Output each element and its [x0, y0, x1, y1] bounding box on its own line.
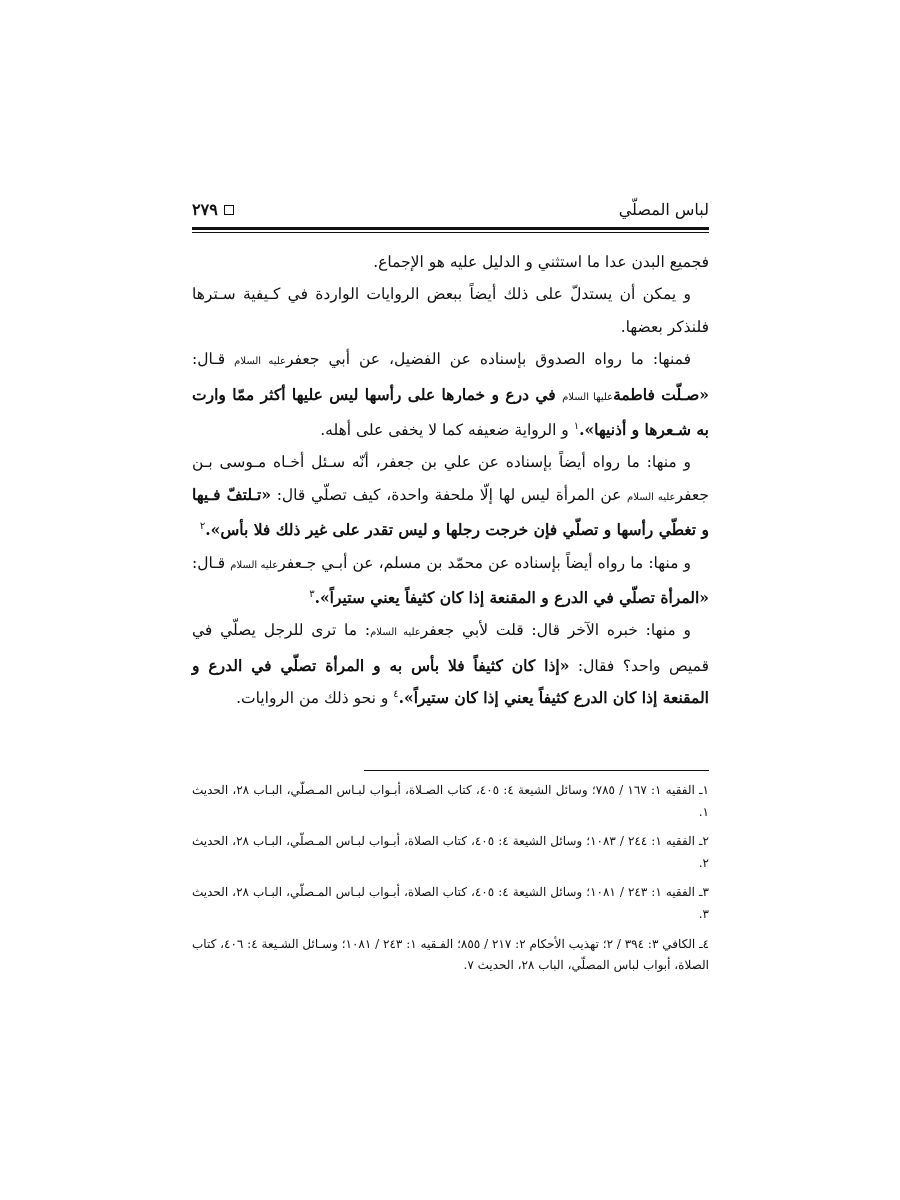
honorific: عليها السلام: [562, 391, 614, 403]
running-header: [192, 196, 709, 224]
header-rule-thick: [192, 227, 709, 230]
footnote-separator: [364, 770, 709, 771]
paragraph-3: [192, 343, 709, 446]
footnote-3: ٣ـ الفقيه ١: ٢٤٣ / ١٠٨١؛ وسائل الشيعة ٤: ٤٠٥، كتاب الصلاة، أبـواب لبـاس المـصلّي، البـاب ٢٨، الحديث ٣.: [192, 885, 709, 921]
footnote-2: ٢ـ الفقيه ١: ٢٤٤ / ١٠٨٣؛ وسائل الشيعة ٤: ٤٠٥، كتاب الصلاة، أبـواب لبـاس المـصلّي، البـاب ٢٨، الحديث ٢.: [192, 834, 709, 870]
footnote-ref-1[interactable]: ١: [573, 420, 580, 432]
square-icon: [224, 205, 234, 215]
body-text: [192, 246, 709, 715]
paragraph-6: [192, 614, 709, 714]
hadith-quote: «صـلّت فاطمة: [613, 384, 709, 404]
paragraph-text: و منها: ما رواه أيضاً بإسناده عن علي بن جعفر، أنّه سـئل أخـاه مـوسى بـن جعفر: [192, 453, 709, 504]
hadith-quote: «المرأة تصلّي في الدرع و المقنعة إذا كان كثيفاً يعني ستيراً».: [314, 588, 709, 608]
hadith-quote: «تـلتفّ فـيها و تغطّي رأسها و تصلّي فإن خرجت رجلها و ليس تقدر على غير ذلك فلا بأس».: [192, 484, 709, 540]
paragraph-text: و منها: ما رواه أيضاً بإسناده عن محمّد بن مسلم، عن أبـي جـعفر: [278, 553, 691, 572]
paragraph-text: : ما ترى للرجل يصلّي في قميص واحد؟ فقال:: [192, 621, 709, 675]
header-page-number: [192, 200, 234, 219]
paragraph-5: [192, 547, 709, 615]
paragraph-text: و الرواية ضعيفه كما لا يخفى على أهله.: [320, 421, 574, 440]
paragraph-text: عن المرأة ليس لها إلّا ملحفة واحدة، كيف تصلّي قال:: [271, 485, 628, 504]
paragraph-text: و يمكن أن يستدلّ على ذلك أيضاً ببعض الروايات الواردة في كـيفية سـترها فلنذكر بعضها.: [192, 285, 709, 336]
honorific: عليه السلام: [230, 559, 279, 571]
footnote-ref-4[interactable]: ٤: [393, 689, 399, 701]
honorific: عليه السلام: [234, 356, 286, 368]
paragraph-text: قـال:: [192, 553, 231, 572]
paragraph-2: [192, 278, 709, 343]
footnote-ref-2[interactable]: ٢: [199, 521, 206, 533]
hadith-quote: في درع و خمارها على رأسها ليس عليها أكثر ممّا وارت به شـعرها و أذنيها».: [192, 384, 709, 440]
paragraph-text: فجميع البدن عدا ما استثني و الدليل عليه هو الإجماع.: [373, 253, 709, 271]
paragraph-text: فمنها: ما رواه الصدوق بإسناده عن الفضيل، عن أبي جعفر: [286, 350, 691, 369]
hadith-quote: «إذا كان كثيفاً فلا بأس به و المرأة تصلّي في الدرع و المقنعة إذا كان الدرع كثيفاً يعني إذا كان ستيراً».: [192, 655, 709, 708]
header-rule-thin: [192, 232, 709, 233]
honorific: عليه السلام: [627, 491, 676, 503]
header-title: لباس المصلّي: [618, 200, 709, 219]
paragraph-text: و نحو ذلك من الروايات.: [236, 689, 394, 708]
footnotes: [192, 780, 709, 985]
honorific: عليه السلام: [370, 627, 421, 639]
footnote-4: ٤ـ الكافي ٣: ٣٩٤ / ٢؛ تهذيب الأحكام ٢: ٢١٧ / ٨٥٥؛ الفـقيه ١: ٢٤٣ / ١٠٨١؛ وسـائل الشـيعة ٤: ٤٠٦، كتاب الصلاة، أبواب لباس المصلّي، الباب ٢٨، الحديث ٧.: [192, 936, 710, 973]
footnote-1: ١ـ الفقيه ١: ١٦٧ / ٧٨٥؛ وسائل الشيعة ٤: ٤٠٥، كتاب الصـلاة، أبـواب لبـاس المـصلّي، البـاب ٢٨، الحديث ١.: [192, 783, 709, 819]
footnote-ref-3[interactable]: ٣: [309, 588, 315, 600]
paragraph-text: قـال:: [192, 350, 235, 369]
paragraph-1: [192, 246, 709, 278]
paragraph-text: و منها: خبره الآخر قال: قلت لأبي جعفر: [420, 621, 691, 640]
page-number: ٢٧٩: [192, 200, 218, 219]
paragraph-4: [192, 446, 709, 546]
